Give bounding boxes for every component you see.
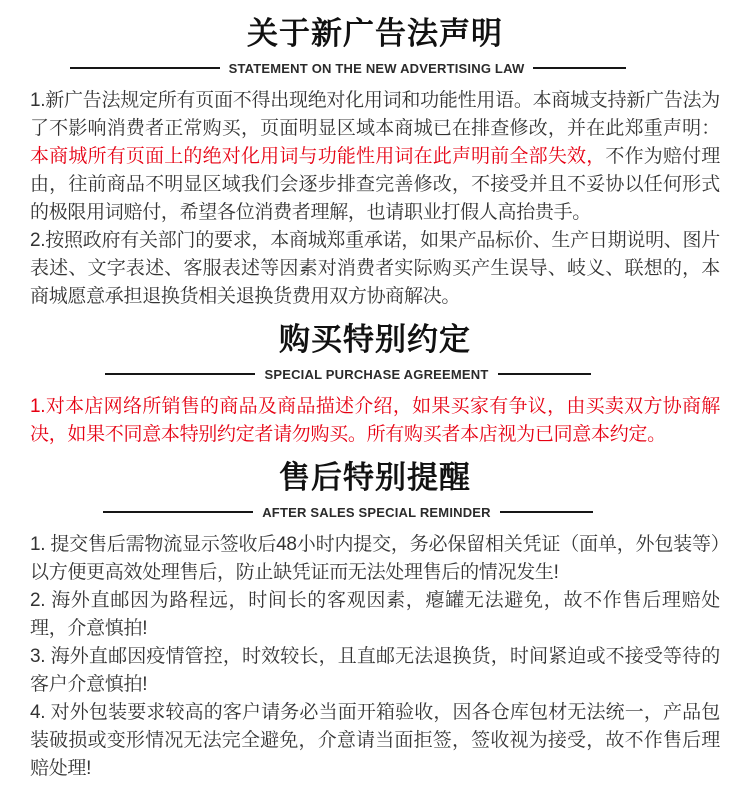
section-advertising-law (0, 15, 750, 311)
emphasis-red-text: 1.对本店网络所销售的商品及商品描述介绍，如果买家有争议，由买卖双方协商解决，如果不同意本特别约定者请勿购买。所有购买者本店视为已同意本约定。 (30, 396, 720, 445)
section-subtitle-purchase-agreement (0, 365, 723, 383)
divider-line-right (500, 511, 593, 513)
section-subtitle-text: STATEMENT ON THE NEW ADVERTISING LAW (228, 60, 525, 76)
divider-line-right (498, 373, 591, 375)
section-paragraphs-after-sales (30, 531, 720, 783)
paragraph (30, 227, 720, 311)
body-text: 2. 海外直邮因为路程远，时间长的客观因素，瘪罐无法避免，故不作售后理赔处理，介意慎拍! (30, 590, 720, 639)
paragraph (30, 531, 720, 587)
divider-line-right (533, 67, 626, 69)
divider-line-left (105, 373, 255, 375)
paragraph (30, 699, 720, 783)
paragraph (30, 393, 720, 449)
section-title-purchase-agreement: 购买特别约定 (279, 322, 471, 357)
body-text: 2.按照政府有关部门的要求，本商城郑重承诺，如果产品标价、生产日期说明、图片表述、文字表述、客服表述等因素对消费者实际购买产生误导、岐义、联想的，本商城愿意承担退换货相关退换货费用双方协商解决。 (30, 230, 720, 307)
paragraph (30, 643, 720, 699)
section-subtitle-text: SPECIAL PURCHASE AGREEMENT (264, 366, 489, 382)
paragraph (30, 587, 720, 643)
body-text: 1.新广告法规定所有页面不得出现绝对化用词和功能性用语。本商城支持新广告法为了不影响消费者正常购买，页面明显区域本商城已在排查修改，并在此郑重声明： (30, 90, 720, 139)
section-title-advertising-law: 关于新广告法声明 (247, 16, 503, 51)
body-text: 4. 对外包装要求较高的客户请务必当面开箱验收，因各仓库包材无法统一，产品包装破损或变形情况无法完全避免，介意请当面拒签，签收视为接受，故不作售后理赔处理! (30, 702, 720, 779)
section-subtitle-text: AFTER SALES SPECIAL REMINDER (262, 504, 491, 520)
section-subtitle-advertising-law (0, 59, 723, 77)
emphasis-red-text: 本商城所有页面上的绝对化用词与功能性用词在此声明前全部失效， (30, 146, 606, 167)
section-after-sales (0, 459, 750, 783)
section-title-after-sales: 售后特别提醒 (279, 460, 471, 495)
body-text: 1. 提交售后需物流显示签收后48小时内提交，务必保留相关凭证（面单，外包装等）以方便更高效处理售后，防止缺凭证而无法处理售后的情况发生! (30, 534, 720, 583)
divider-line-left (103, 511, 253, 513)
section-paragraphs-advertising-law (30, 87, 720, 311)
section-paragraphs-purchase-agreement (30, 393, 720, 449)
body-text: 不作为赔付理由，往前商品不明显区域我们会逐步排查完善修改，不接受并且不妥协以任何形式的极限用词赔付，希望各位消费者理解，也请职业打假人高抬贵手。 (30, 146, 720, 223)
section-subtitle-after-sales (0, 503, 723, 521)
section-purchase-agreement (0, 321, 750, 449)
body-text: 3. 海外直邮因疫情管控，时效较长，且直邮无法退换货，时间紧迫或不接受等待的客户介意慎拍! (30, 646, 720, 695)
divider-line-left (70, 67, 220, 69)
paragraph (30, 87, 720, 227)
